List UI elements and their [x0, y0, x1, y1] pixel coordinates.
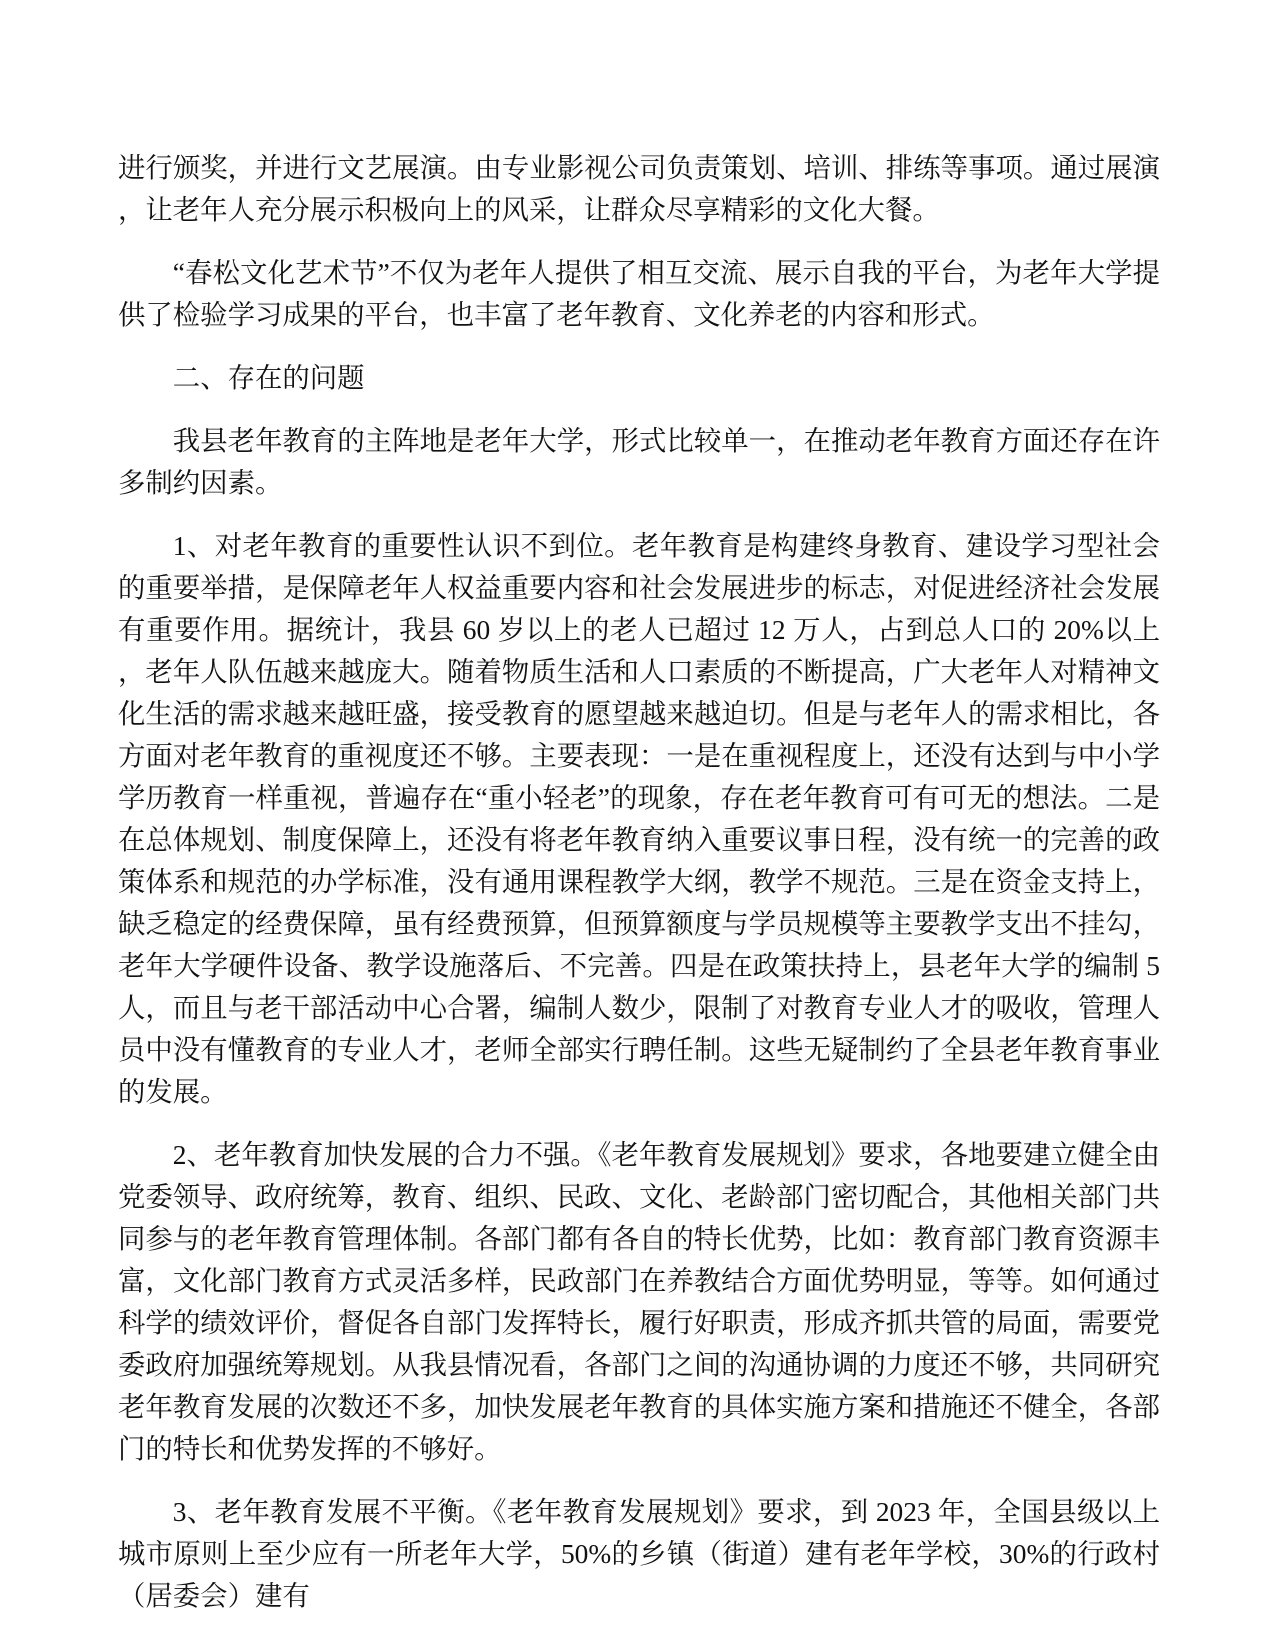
paragraph-problem-2-coordination: 2、老年教育加快发展的合力不强。《老年教育发展规划》要求，各地要建立健全由党委领导、政府统筹，教育、组织、民政、文化、老龄部门密切配合，其他相关部门共同参与的老年教育管理体制。各部门都有各自的特长优势，比如：教育部门教育资源丰富，文化部门教育方式灵活多样，民政部门在养教结合方面优势明显，等等。如何通过科学的绩效评价，督促各自部门发挥特长，履行好职责，形成齐抓共管的局面，需要党委政府加强统筹规划。从我县情况看，各部门之间的沟通协调的力度还不够，共同研究老年教育发展的次数还不多，加快发展老年教育的具体实施方案和措施还不健全，各部门的特长和优势发挥的不够好。	[118, 1140, 1160, 1464]
paragraph-awards-performance: 进行颁奖，并进行文艺展演。由专业影视公司负责策划、培训、排练等事项。通过展演，让老年人充分展示积极向上的风采，让群众尽享精彩的文化大餐。	[118, 153, 1160, 225]
section-heading-problems: 二、存在的问题	[172, 363, 365, 393]
paragraph-problem-1-awareness: 1、对老年教育的重要性认识不到位。老年教育是构建终身教育、建设学习型社会的重要举措，是保障老年人权益重要内容和社会发展进步的标志，对促进经济社会发展有重要作用。据统计，我县 60 岁以上的老人已超过 12 万人，占到总人口的 20%以上，老年人队伍越来越庞大。随着物质生活和人口素质的不断提高，广大老年人对精神文化生活的需求越来越旺盛，接受教育的愿望越来越迫切。但是与老年人的需求相比，各方面对老年教育的重视度还不够。主要表现：一是在重视程度上，还没有达到与中小学学历教育一样重视，普遍存在“重小轻老”的现象，存在老年教育可有可无的想法。二是在总体规划、制度保障上，还没有将老年教育纳入重要议事日程，没有统一的完善的政策体系和规范的办学标准，没有通用课程教学大纲，教学不规范。三是在资金支持上，缺乏稳定的经费保障，虽有经费预算，但预算额度与学员规模等主要教学支出不挂勾，老年大学硬件设备、教学设施落后、不完善。四是在政策扶持上，县老年大学的编制 5 人，而且与老干部活动中心合署，编制人数少，限制了对教育专业人才的吸收，管理人员中没有懂教育的专业人才，老师全部实行聘任制。这些无疑制约了全县老年教育事业的发展。	[118, 531, 1160, 1107]
paragraph-problems-overview: 我县老年教育的主阵地是老年大学，形式比较单一，在推动老年教育方面还存在许多制约因素。	[118, 426, 1160, 498]
document-text-block	[118, 147, 1160, 1638]
paragraph-art-festival: “春松文化艺术节”不仅为老年人提供了相互交流、展示自我的平台，为老年大学提供了检验学习成果的平台，也丰富了老年教育、文化养老的内容和形式。	[118, 258, 1160, 330]
paragraph-problem-3-imbalance: 3、老年教育发展不平衡。《老年教育发展规划》要求，到 2023 年，全国县级以上城市原则上至少应有一所老年大学，50%的乡镇（街道）建有老年学校，30%的行政村（居委会）建有	[118, 1497, 1160, 1611]
